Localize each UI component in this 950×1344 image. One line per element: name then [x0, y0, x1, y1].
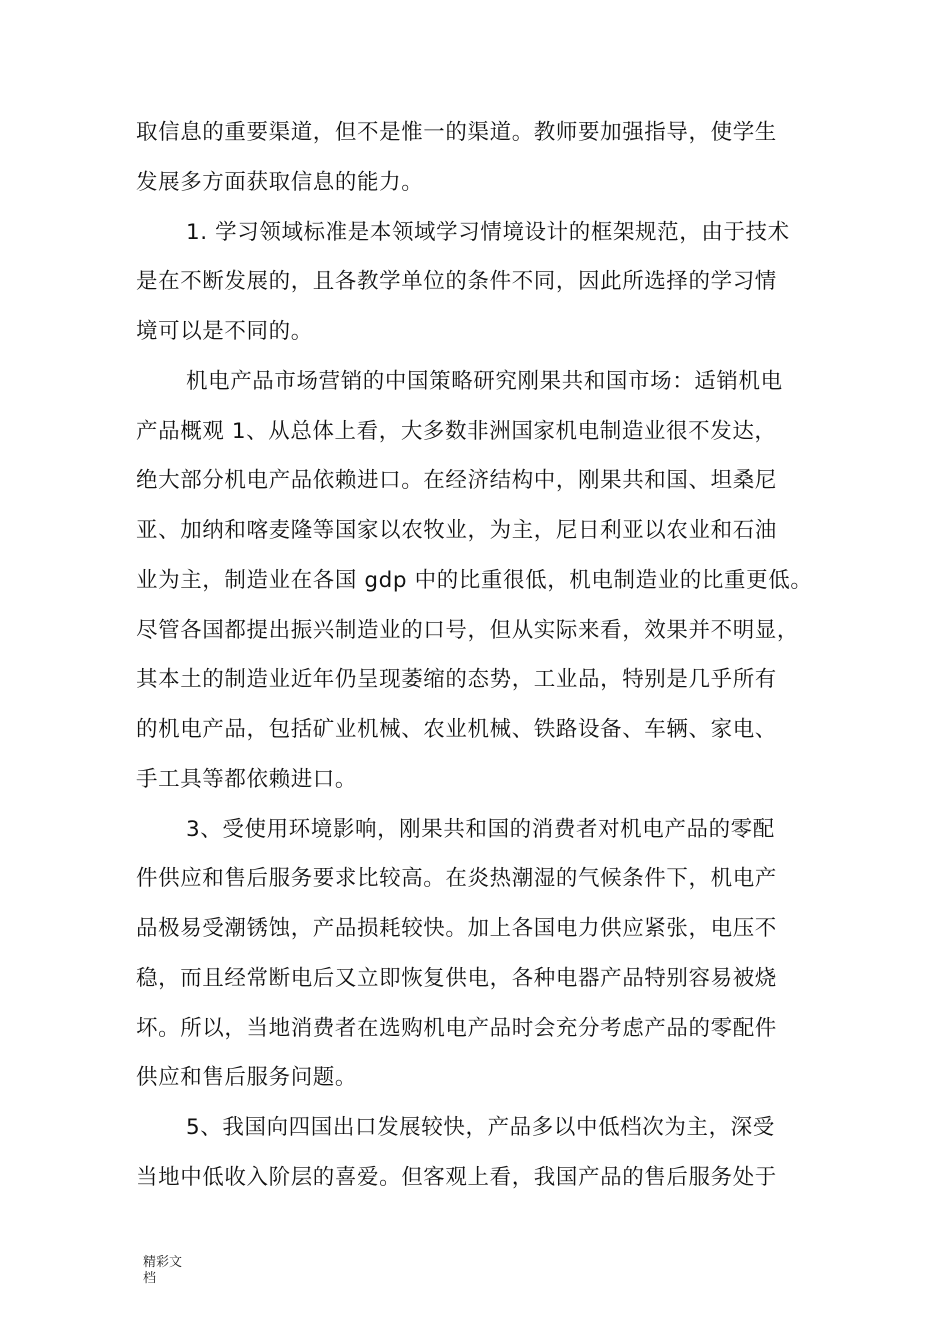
body-text-line: 机电产品市场营销的中国策略研究刚果共和国市场：适销机电	[186, 369, 783, 394]
body-text-line: 其本土的制造业近年仍呈现萎缩的态势，工业品，特别是几乎所有	[136, 667, 777, 692]
body-text-line: 发展多方面获取信息的能力。	[136, 170, 424, 195]
footer-label-continued: 档	[143, 1271, 157, 1286]
body-text-line: 取信息的重要渠道，但不是惟一的渠道。教师要加强指导，使学生	[136, 120, 777, 145]
body-text-line: 5、我国向四国出口发展较快，产品多以中低档次为主，深受	[186, 1115, 775, 1140]
body-text-line: 供应和售后服务问题。	[136, 1065, 358, 1090]
body-text-line: 1. 学习领域标准是本领域学习情境设计的框架规范，由于技术	[186, 220, 790, 245]
body-text-line: 境可以是不同的。	[136, 319, 313, 344]
body-text-line: 品极易受潮锈蚀，产品损耗较快。加上各国电力供应紧张，电压不	[136, 916, 777, 941]
body-text-line: 是在不断发展的，且各教学单位的条件不同，因此所选择的学习情	[136, 269, 777, 294]
body-text-line: 尽管各国都提出振兴制造业的口号，但从实际来看，效果并不明显，	[136, 618, 800, 643]
footer-label: 精彩文	[143, 1255, 183, 1270]
body-text-line: 件供应和售后服务要求比较高。在炎热潮湿的气候条件下，机电产	[136, 866, 777, 891]
body-text-line: 绝大部分机电产品依赖进口。在经济结构中，刚果共和国、坦桑尼	[136, 468, 777, 493]
body-text-line: 稳，而且经常断电后又立即恢复供电，各种电器产品特别容易被烧	[136, 966, 777, 991]
body-text-line: 坏。所以，当地消费者在选购机电产品时会充分考虑产品的零配件	[136, 1016, 777, 1041]
body-text-line: 手工具等都依赖进口。	[136, 767, 358, 792]
body-text-line: 的机电产品，包括矿业机械、农业机械、铁路设备、车辆、家电、	[136, 717, 777, 742]
body-text-line: 3、受使用环境影响，刚果共和国的消费者对机电产品的零配	[186, 817, 775, 842]
body-text-line: 产品概观 1、从总体上看，大多数非洲国家机电制造业很不发达，	[136, 419, 777, 444]
body-text-line: 业为主，制造业在各国 gdp 中的比重很低，机电制造业的比重更低。	[136, 568, 813, 593]
body-text-line: 亚、加纳和喀麦隆等国家以农牧业，为主，尼日利亚以农业和石油	[136, 518, 777, 543]
body-text-line: 当地中低收入阶层的喜爱。但客观上看，我国产品的售后服务处于	[136, 1165, 777, 1190]
